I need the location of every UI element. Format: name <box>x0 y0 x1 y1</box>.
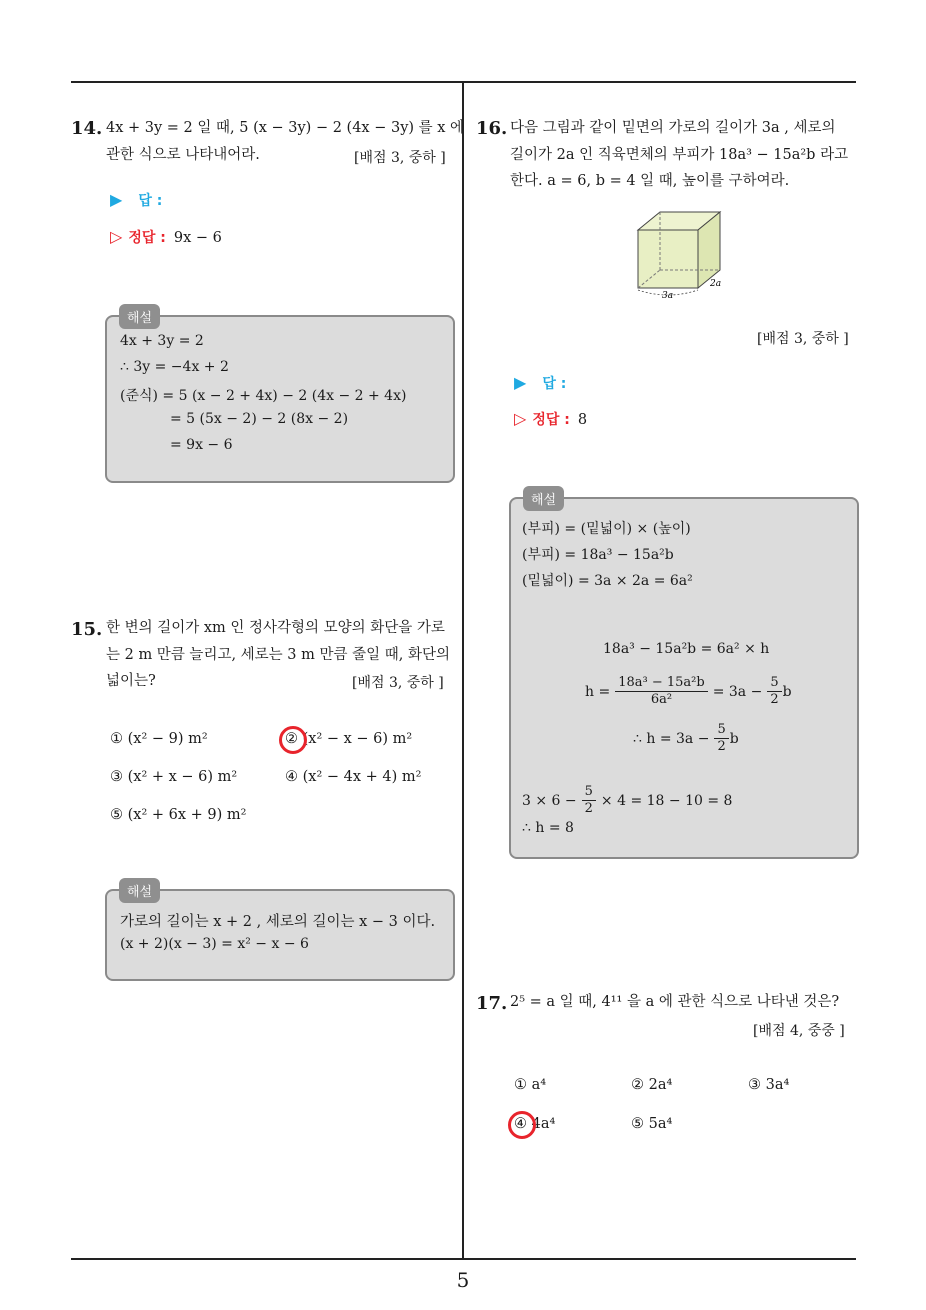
correct-answer-row <box>514 409 587 429</box>
fraction-denominator: 2 <box>717 739 726 754</box>
correct-arrow-icon: ▷ <box>110 227 123 246</box>
bottom-rule <box>71 1258 856 1260</box>
fraction-denominator: 2 <box>770 692 779 707</box>
choice-4[interactable]: ④ (x² − 4x + 4) m² <box>285 769 422 785</box>
solution-formula-therefore <box>633 722 739 755</box>
choice-1[interactable]: ① (x² − 9) m² <box>110 731 208 747</box>
answer-arrow-icon: ▶ <box>110 190 123 209</box>
selected-answer-circle-icon <box>508 1111 536 1139</box>
score-meta: [배점 3, 중하 ] <box>354 150 446 166</box>
formula-lhs: ∴ h = 3a − <box>633 730 710 747</box>
solution-line: = 9x − 6 <box>170 437 233 453</box>
choice-3[interactable]: ③ (x² + x − 6) m² <box>110 769 238 785</box>
correct-label: 정답 : <box>532 412 570 428</box>
answer-label: 답 : <box>138 193 163 209</box>
solution-substitution <box>522 784 732 817</box>
page-number: 5 <box>456 1268 470 1292</box>
score-meta: [배점 3, 중하 ] <box>757 331 849 347</box>
solution-line: (부피) = 18a³ − 15a²b <box>522 547 674 563</box>
correct-arrow-icon: ▷ <box>514 409 527 428</box>
formula-lhs: h = <box>585 683 611 700</box>
formula-tail: × 4 = 18 − 10 = 8 <box>600 792 733 809</box>
question-number: 15. <box>71 619 103 640</box>
fraction-numerator: 5 <box>714 722 728 739</box>
solution-line: ∴ 3y = −4x + 2 <box>120 359 229 375</box>
solution-line: 4x + 3y = 2 <box>120 333 204 349</box>
score-meta: [배점 4, 중중 ] <box>753 1023 845 1039</box>
solution-line: (부피) = (밑넓이) × (높이) <box>522 521 691 537</box>
solution-formula-h <box>585 675 792 708</box>
fraction <box>767 675 781 708</box>
solution-tab: 해설 <box>119 304 160 329</box>
fraction-numerator: 5 <box>767 675 781 692</box>
fraction-numerator: 5 <box>582 784 596 801</box>
question-text-line2: 길이가 2a 인 직육면체의 부피가 18a³ − 15a²b 라고 <box>510 147 849 163</box>
fraction-denominator: 6a² <box>650 692 673 707</box>
fraction-denominator: 2 <box>584 801 593 816</box>
answer-arrow-icon: ▶ <box>514 373 527 392</box>
fraction-numerator: 18a³ − 15a²b <box>615 675 708 692</box>
question-text-line3: 넓이는? <box>106 673 156 689</box>
solution-box <box>105 889 455 981</box>
choice-5[interactable]: ⑤ 5a⁴ <box>631 1116 673 1132</box>
solution-line: 가로의 길이는 x + 2 , 세로의 길이는 x − 3 이다. <box>120 914 436 930</box>
column-divider <box>462 82 464 1258</box>
solution-line: = 5 (5x − 2) − 2 (8x − 2) <box>170 411 349 427</box>
formula-tail: b <box>729 730 739 747</box>
question-number: 17. <box>476 993 508 1014</box>
selected-answer-circle-icon <box>279 726 307 754</box>
solution-tab: 해설 <box>119 878 160 903</box>
question-text-line2: 관한 식으로 나타내어라. <box>106 147 260 163</box>
correct-answer-row <box>110 227 222 247</box>
answer-row <box>514 373 566 393</box>
question-number: 16. <box>476 118 508 139</box>
choice-4[interactable]: ④ 4a⁴ <box>514 1116 556 1132</box>
choice-2[interactable]: ② 2a⁴ <box>631 1077 673 1093</box>
choice-1[interactable]: ① a⁴ <box>514 1077 547 1093</box>
fraction <box>615 675 708 708</box>
correct-label: 정답 : <box>128 230 166 246</box>
solution-line: (준식) = 5 (x − 2 + 4x) − 2 (4x − 2 + 4x) <box>120 388 407 404</box>
fig-label-depth: 2a <box>710 279 722 289</box>
cuboid-figure <box>628 206 738 300</box>
question-text-line1: 다음 그림과 같이 밑면의 가로의 길이가 3a , 세로의 <box>510 120 836 136</box>
question-text-line1: 4x + 3y = 2 일 때, 5 (x − 3y) − 2 (4x − 3y) 를 x 에 <box>106 120 465 136</box>
correct-value: 9x − 6 <box>173 230 222 246</box>
question-text-line2: 는 2 m 만큼 늘리고, 세로는 3 m 만큼 줄일 때, 화단의 <box>106 647 450 663</box>
solution-tab: 해설 <box>523 486 564 511</box>
answer-label: 답 : <box>542 376 567 392</box>
formula-tail: b <box>782 683 792 700</box>
fraction <box>714 722 728 755</box>
solution-line: (밑넓이) = 3a × 2a = 6a² <box>522 573 693 589</box>
formula-mid: = 3a − <box>712 683 763 700</box>
correct-value: 8 <box>577 412 588 428</box>
formula-lhs: 3 × 6 − <box>522 792 577 809</box>
fig-label-width: 3a <box>662 291 674 300</box>
solution-line: 18a³ − 15a²b = 6a² × h <box>603 641 770 657</box>
fraction <box>582 784 596 817</box>
answer-row <box>110 190 162 210</box>
choice-2[interactable]: ② (x² − x − 6) m² <box>285 731 413 747</box>
question-text-line1: 한 변의 길이가 xm 인 정사각형의 모양의 화단을 가로 <box>106 620 445 636</box>
question-text-line3: 한다. a = 6, b = 4 일 때, 높이를 구하여라. <box>510 173 790 189</box>
solution-line: (x + 2)(x − 3) = x² − x − 6 <box>120 936 309 952</box>
choice-5[interactable]: ⑤ (x² + 6x + 9) m² <box>110 807 247 823</box>
choice-3[interactable]: ③ 3a⁴ <box>748 1077 790 1093</box>
question-number: 14. <box>71 118 103 139</box>
solution-line: ∴ h = 8 <box>522 820 574 836</box>
question-text-line1: 2⁵ = a 일 때, 4¹¹ 을 a 에 관한 식으로 나타낸 것은? <box>510 994 840 1010</box>
score-meta: [배점 3, 중하 ] <box>352 675 444 691</box>
